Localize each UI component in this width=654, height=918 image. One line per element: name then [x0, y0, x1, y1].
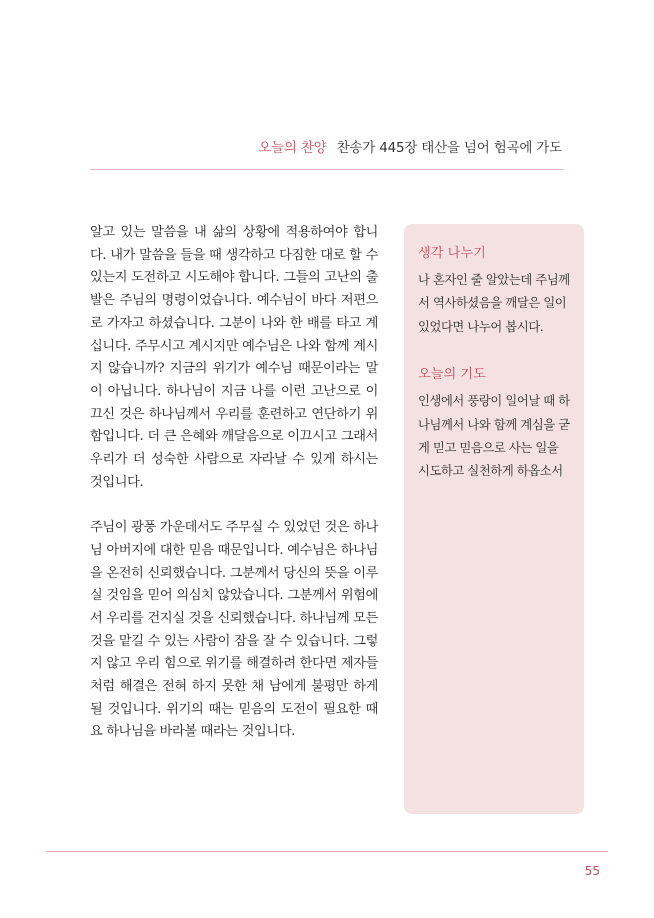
prayer-text: 인생에서 풍랑이 일어날 때 하나님께서 나와 함께 계심을 굳게 믿고 믿음으로 사는 일을 시도하고 실천하게 하옵소서: [418, 394, 570, 479]
page-header: [258, 136, 562, 156]
page-number: 55: [584, 864, 600, 878]
prayer-title: 오늘의 기도: [418, 367, 486, 383]
header-divider: [90, 169, 564, 170]
section-label: 오늘의 찬양: [258, 140, 327, 156]
share-text: 나 혼자인 줄 알았는데 주님께서 역사하셨음을 깨달은 일이 있었다면 나누어 봅시다.: [418, 273, 570, 334]
share-title: 생각 나누기: [418, 246, 486, 261]
body-paragraph: 주님이 광풍 가운데서도 주무실 수 있었던 것은 하나님 아버지에 대한 믿음 때문입니다. 예수님은 하나님을 온전히 신뢰했습니다. 그분께서 당신의 뜻을 이루실 것임을 믿어 의심치 않았습니다. 그분께서 위험에서 우리를 건지실 것을 신뢰했습니다. 하나님께 모든 것을 맡길 수 있는 사람이 잠을 잘 수 있습니다. 그렇지 않고 우리 힘으로 위기를 해결하려 한다면 제자들처럼 해결은 전혀 하지 못한 채 남에게 불평만 하게 될 것입니다. 위기의 때는 믿음의 도전이 필요한 때요 하나님을 바라볼 때라는 것입니다.: [90, 520, 378, 740]
hymn-title: 찬송가 445장 태산을 넘어 험곡에 가도: [336, 140, 562, 156]
main-body: [90, 222, 378, 767]
sidebar-box: [404, 224, 584, 814]
footer-divider: [46, 851, 608, 852]
body-paragraph: 알고 있는 말씀을 내 삶의 상황에 적용하여야 합니다. 내가 말씀을 들을 때 생각하고 다짐한 대로 할 수 있는지 도전하고 시도해야 합니다. 그들의 고난의 출발은 주님의 명령이었습니다. 예수님이 바다 저편으로 가자고 하셨습니다. 그분이 나와 한 배를 타고 계십니다. 주무시고 계시지만 예수님은 나와 함께 계시지 않습니까? 지금의 위기가 예수님 때문이라는 말이 아닙니다. 하나님이 지금 나를 이런 고난으로 이끄신 것은 하나님께서 우리를 훈련하고 연단하기 위함입니다. 더 큰 은혜와 깨달음으로 이끄시고 그래서 우리가 더 성숙한 사람으로 자라날 수 있게 하시는 것입니다.: [90, 225, 378, 490]
